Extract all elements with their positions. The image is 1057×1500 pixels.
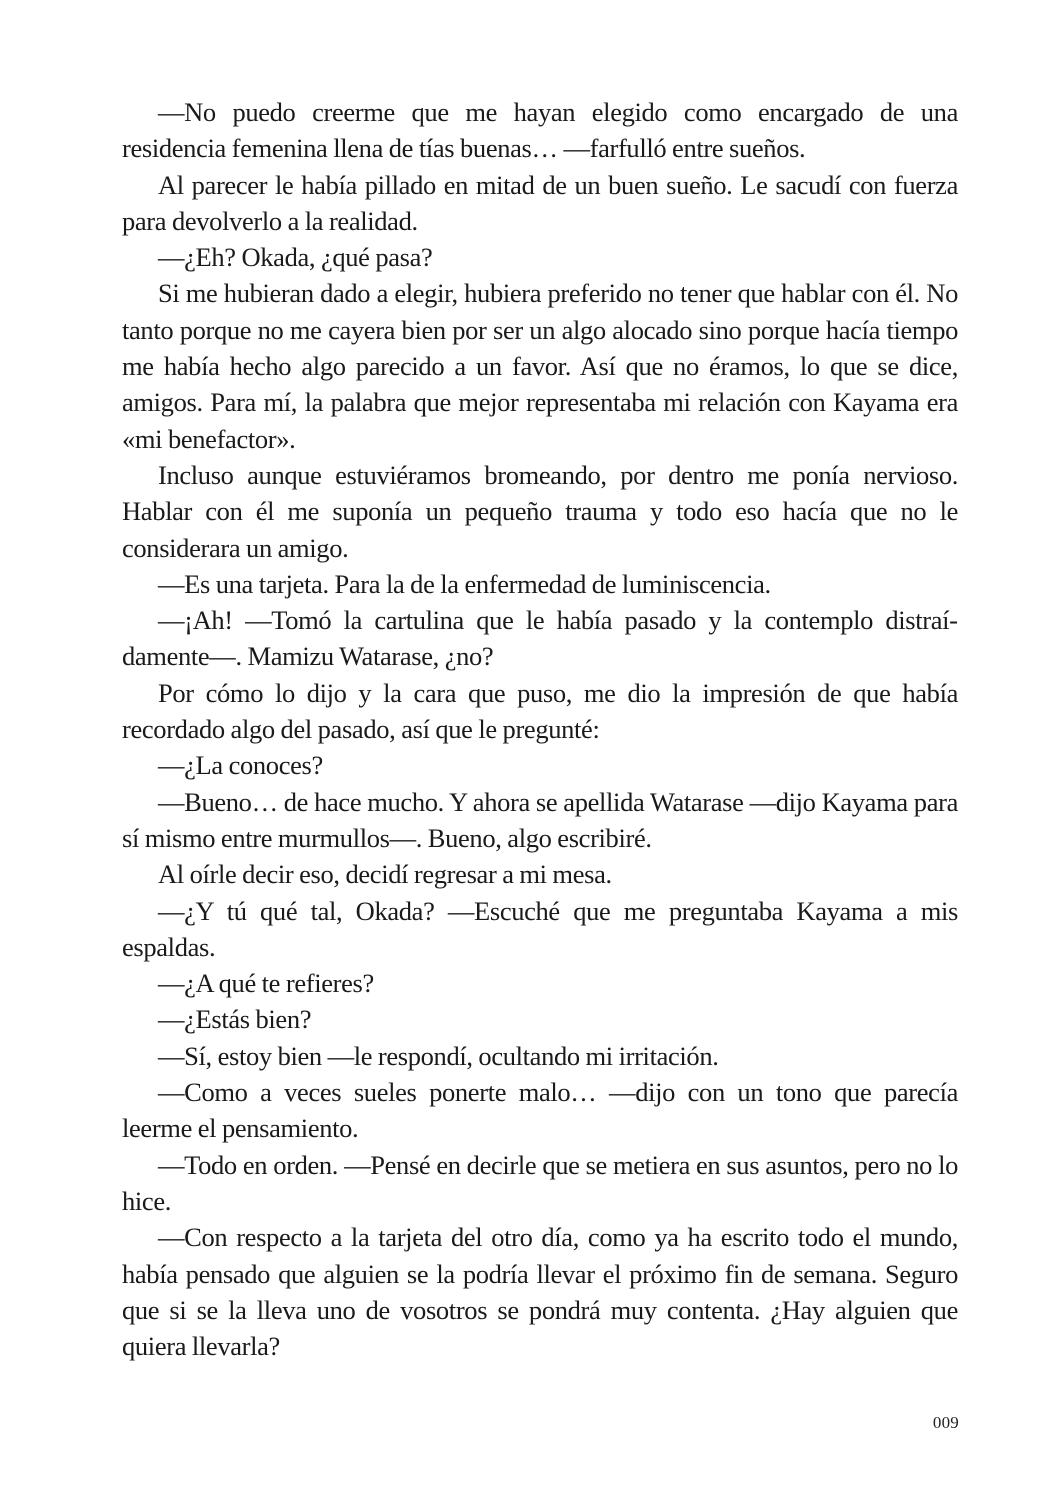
paragraph: —Es una tarjeta. Para la de la enfermedad de luminiscencia.: [158, 568, 771, 599]
paragraph: Si me hubieran dado a elegir, hubiera preferido no tener que hablar con él. No tanto porque no me cayera bien por ser un algo alocado sino porque hacía tiempo me había hecho algo parecido a un favor. Así que no éramos, lo que se dice, amigos. Para mí, la palabra que mejor representaba mi relación con Kayama era «mi benefactor».: [122, 278, 958, 454]
paragraph: —¿Estás bien?: [158, 1004, 312, 1035]
paragraph: —¡Ah! —Tomó la cartulina que le había pasado y la contemplo distraídamente—. Mamizu Watarase, ¿no?: [122, 605, 958, 672]
paragraph: Por cómo lo dijo y la cara que puso, me dio la impresión de que había recordado algo del pasado, así que le pregunté:: [122, 677, 958, 745]
paragraph: Al oírle decir eso, decidí regresar a mi mesa.: [158, 859, 612, 890]
paragraph: —¿Eh? Okada, ¿qué pasa?: [158, 242, 433, 273]
paragraph: —Con respecto a la tarjeta del otro día, como ya ha escrito todo el mundo, había pensado que alguien se la podría llevar el próximo fin de semana. Seguro que si se la lleva uno de vosotros se pondrá muy contenta. ¿Hay alguien que quiera llevarla?: [122, 1222, 958, 1362]
paragraph: —Todo en orden. —Pensé en decirle que se metiera en sus asuntos, pero no lo hice.: [122, 1149, 958, 1216]
paragraph: —Sí, estoy bien —le respondí, ocultando mi irritación.: [158, 1040, 719, 1071]
paragraph: Incluso aunque estuviéramos bromeando, por dentro me ponía nervioso. Hablar con él me suponía un pequeño trauma y todo eso hacía que no le considerara un amigo.: [122, 459, 958, 563]
page-number: 009: [932, 1413, 959, 1432]
paragraph: —Bueno… de hace mucho. Y ahora se apellida Watarase —dijo Kayama para sí mismo entre murmullos—. Bueno, algo escribiré.: [122, 786, 958, 853]
page-body: [122, 94, 958, 1364]
paragraph: Al parecer le había pillado en mitad de un buen sueño. Le sacudí con fuerza para devolverlo a la realidad.: [122, 169, 958, 236]
paragraph: —No puedo creerme que me hayan elegido como encargado de una residencia femenina llena de tías buenas… —farfulló entre sueños.: [122, 97, 958, 164]
paragraph: —¿La conoces?: [158, 750, 323, 781]
paragraph: —Como a veces sueles ponerte malo… —dijo con un tono que parecía leerme el pensamiento.: [122, 1077, 958, 1144]
paragraph: —¿Y tú qué tal, Okada? —Escuché que me preguntaba Kayama a mis espaldas.: [122, 895, 958, 962]
paragraph: —¿A qué te refieres?: [158, 968, 374, 999]
